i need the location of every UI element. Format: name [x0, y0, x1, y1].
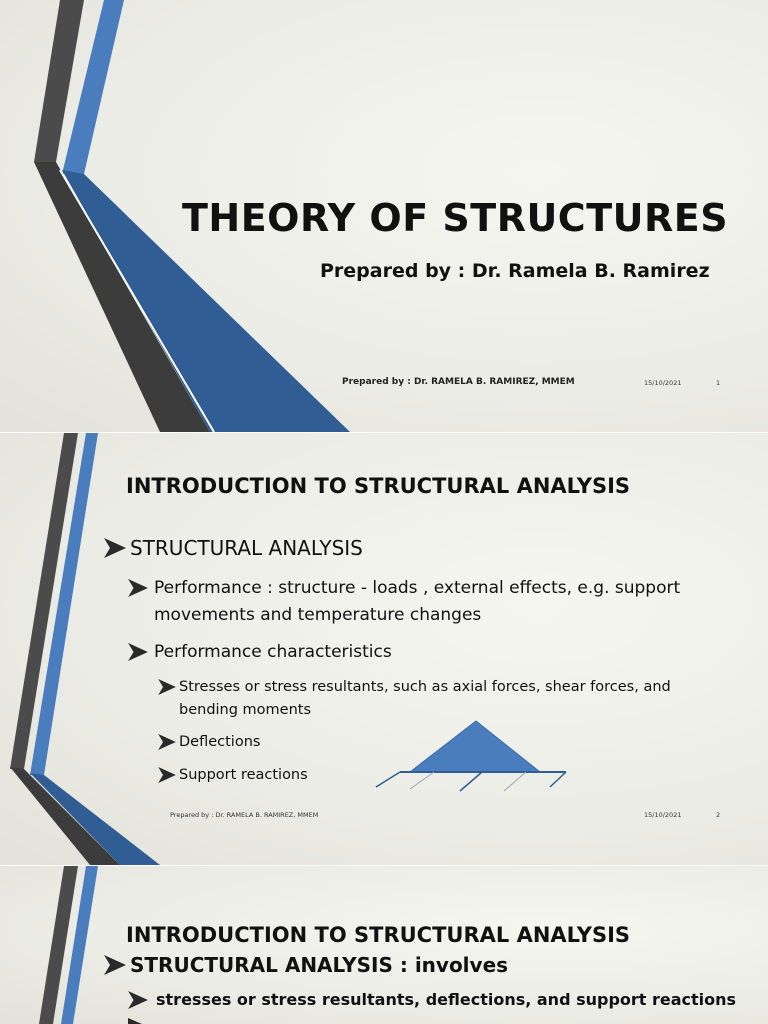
arrow-bullet-icon [104, 955, 126, 975]
slide-2-footer-date: 15/10/2021 [644, 811, 682, 819]
slide-3-heading: INTRODUCTION TO STRUCTURAL ANALYSIS [126, 923, 631, 947]
bullet-performance-characteristics: Performance characteristics [128, 639, 392, 666]
presentation-subtitle: Prepared by : Dr. Ramela B. Ramirez [320, 260, 710, 282]
arrow-bullet-icon [158, 767, 176, 783]
truss-support-diagram [370, 715, 570, 795]
slide-1-page-number: 1 [716, 379, 721, 387]
slide-2-page-number: 2 [716, 811, 721, 819]
slide-1-footer-author: Prepared by : Dr. RAMELA B. RAMIREZ, MMEM [342, 377, 575, 387]
bullet-structural-analysis: STRUCTURAL ANALYSIS [104, 536, 363, 560]
slide-2 [0, 433, 768, 865]
bullet-structural-analysis-involves: STRUCTURAL ANALYSIS : involves [104, 953, 508, 977]
slide-3 [0, 866, 768, 1024]
arrow-bullet-icon [158, 679, 176, 695]
arrow-bullet-icon [128, 579, 148, 597]
slide-1-footer-date: 15/10/2021 [644, 379, 682, 387]
bullet-performance: Performance : structure - loads , external effects, e.g. support movements and temperature changes [128, 575, 728, 629]
slide-1 [0, 0, 768, 432]
arrow-bullet-icon [104, 538, 126, 558]
slide-2-heading: INTRODUCTION TO STRUCTURAL ANALYSIS [126, 474, 631, 498]
bullet-deflections: Deflections [158, 731, 260, 754]
presentation-title: THEORY OF STRUCTURES [182, 196, 729, 240]
slide-2-footer-author: Prepared by : Dr. RAMELA B. RAMIREZ, MMEM [170, 811, 319, 819]
bullet-stresses-deflections-reactions: stresses or stress resultants, deflections, and support reactions [128, 987, 736, 1013]
arrow-bullet-icon [128, 643, 148, 661]
arrow-bullet-icon [128, 1018, 148, 1024]
arrow-bullet-icon [158, 734, 176, 750]
bullet-support-reactions: Support reactions [158, 764, 308, 787]
arrow-bullet-icon [128, 991, 148, 1009]
bullet-stresses: Stresses or stress resultants, such as axial forces, shear forces, and bending moments [158, 676, 718, 722]
